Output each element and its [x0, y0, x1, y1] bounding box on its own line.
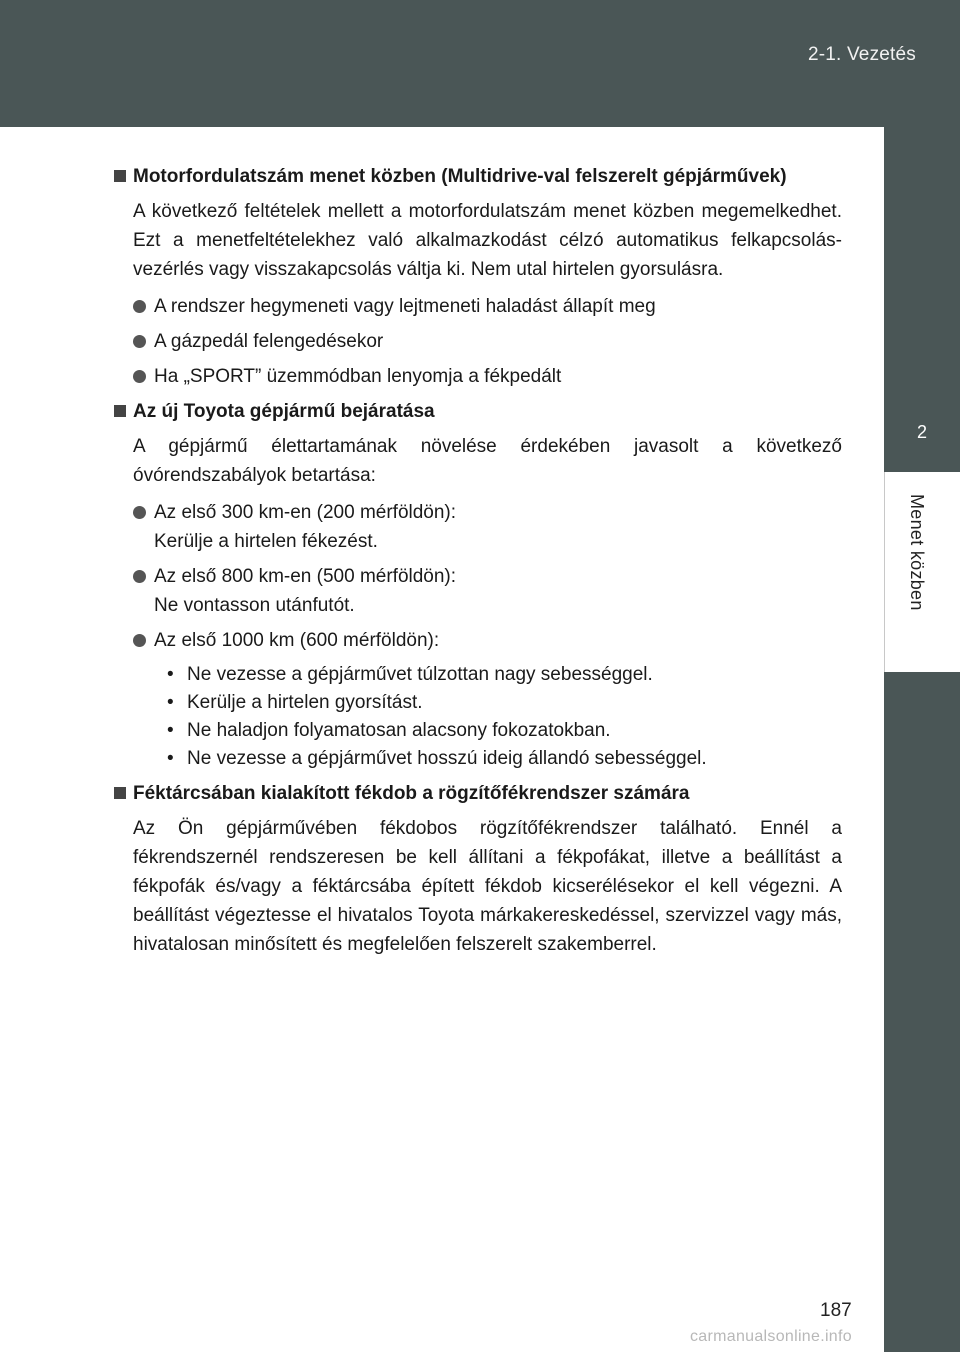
chapter-number: 2 [884, 392, 960, 472]
paragraph: A következő feltételek mellett a motorfordulatszám menet közben megemelkedhet. Ezt a menetfeltételekhez való alkalmazkodást célzó automatikus felkapcsolás-vezérlés vagy visszakapcsolás váltja ki. Nem utal hirtelen gyorsulásra. [133, 201, 842, 280]
square-bullet-icon [114, 787, 126, 799]
list-item: Az első 300 km-en (200 mérföldön): Kerülje a hirtelen fékezést. [133, 498, 842, 556]
section-title: 2-1. Vezetés [807, 44, 916, 65]
circle-bullet-icon [133, 570, 146, 583]
chapter-label: Menet közben [907, 494, 927, 611]
circle-bullet-icon [133, 634, 146, 647]
side-tab-bottom [884, 672, 960, 1352]
paragraph: Az Ön gépjárművében fékdobos rögzítőfékrendszer található. Ennél a fékrendszernél rendszeresen be kell állítani a fékpofákat, illetve a beállítást a fékpofák és/vagy a féktárcsába épített fékdob kicserélésekor el kell végezni. A beállítást végeztesse el hivatalos Toyota márkakereskedéssel, szervizzel vagy más, hivatalosan minősített és megfelelően felszerelt szakemberrel. [133, 818, 842, 955]
sub-list-item: • Kerülje a hirtelen gyorsítást. [167, 692, 423, 713]
list-item: A gázpedál felengedésekor [133, 327, 842, 356]
sub-list-item: • Ne haladjon folyamatosan alacsony fokozatokban. [167, 720, 611, 741]
paragraph: A gépjármű élettartamának növelése érdekében javasolt a következő óvórendszabályok betartása: [133, 436, 842, 486]
page-content [112, 162, 842, 967]
page-number: 187 [820, 1300, 852, 1321]
page-header [0, 0, 960, 127]
watermark: carmanualsonline.info [690, 1328, 852, 1345]
square-bullet-icon [114, 405, 126, 417]
list-item: Az első 800 km-en (500 mérföldön): Ne vontasson utánfutót. [133, 562, 842, 620]
list-item: A rendszer hegymeneti vagy lejtmeneti haladást állapít meg [133, 292, 842, 321]
list-item: Ha „SPORT” üzemmódban lenyomja a fékpedált [133, 362, 842, 391]
circle-bullet-icon [133, 335, 146, 348]
sub-list-item: • Ne vezesse a gépjárművet túlzottan nagy sebességgel. [167, 664, 653, 685]
sub-list [167, 661, 842, 773]
square-bullet-icon [114, 170, 126, 182]
section-heading: Az új Toyota gépjármű bejáratása [112, 397, 842, 426]
circle-bullet-icon [133, 370, 146, 383]
side-tab-top [884, 127, 960, 392]
circle-bullet-icon [133, 300, 146, 313]
section-heading: Féktárcsában kialakított fékdob a rögzítőfékrendszer számára [112, 779, 842, 808]
section-heading: Motorfordulatszám menet közben (Multidrive-val felszerelt gépjárművek) [112, 162, 842, 191]
sub-list-item: • Ne vezesse a gépjárművet hosszú ideig állandó sebességgel. [167, 748, 707, 769]
circle-bullet-icon [133, 506, 146, 519]
list-item: Az első 1000 km (600 mérföldön): [133, 626, 842, 655]
